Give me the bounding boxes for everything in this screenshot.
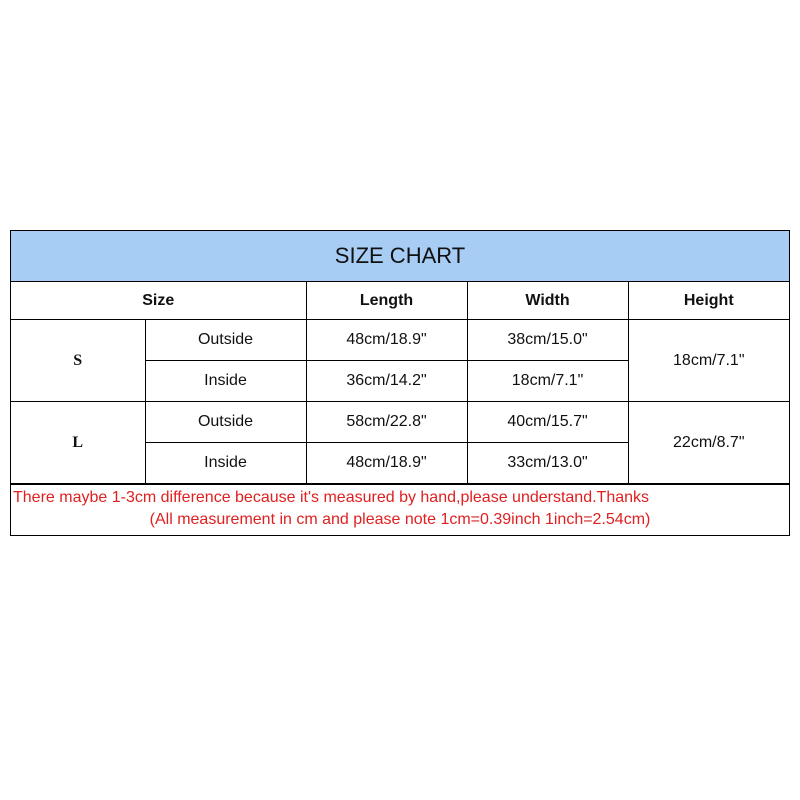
width-cell: 18cm/7.1" (467, 361, 628, 402)
part-cell: Inside (145, 361, 306, 402)
table-row (11, 320, 789, 361)
width-cell: 38cm/15.0" (467, 320, 628, 361)
width-cell: 33cm/13.0" (467, 443, 628, 484)
part-cell: Inside (145, 443, 306, 484)
header-height: Height (628, 282, 789, 320)
size-label-l: L (11, 402, 145, 484)
length-cell: 36cm/14.2" (306, 361, 467, 402)
header-width: Width (467, 282, 628, 320)
header-row (11, 282, 789, 320)
measurement-notes (11, 484, 789, 535)
header-size: Size (11, 282, 306, 320)
size-chart (10, 230, 790, 536)
length-cell: 58cm/22.8" (306, 402, 467, 443)
table-row (11, 402, 789, 443)
part-cell: Outside (145, 402, 306, 443)
size-label-s: S (11, 320, 145, 402)
height-cell-l: 22cm/8.7" (628, 402, 789, 484)
size-table (11, 282, 789, 484)
chart-title: SIZE CHART (11, 231, 789, 282)
note-difference: There maybe 1-3cm difference because it's measured by hand,please understand.Thanks (13, 489, 650, 506)
length-cell: 48cm/18.9" (306, 320, 467, 361)
part-cell: Outside (145, 320, 306, 361)
note-conversion: (All measurement in cm and please note 1cm=0.39inch 1inch=2.54cm) (149, 511, 651, 528)
height-cell-s: 18cm/7.1" (628, 320, 789, 402)
header-length: Length (306, 282, 467, 320)
width-cell: 40cm/15.7" (467, 402, 628, 443)
length-cell: 48cm/18.9" (306, 443, 467, 484)
